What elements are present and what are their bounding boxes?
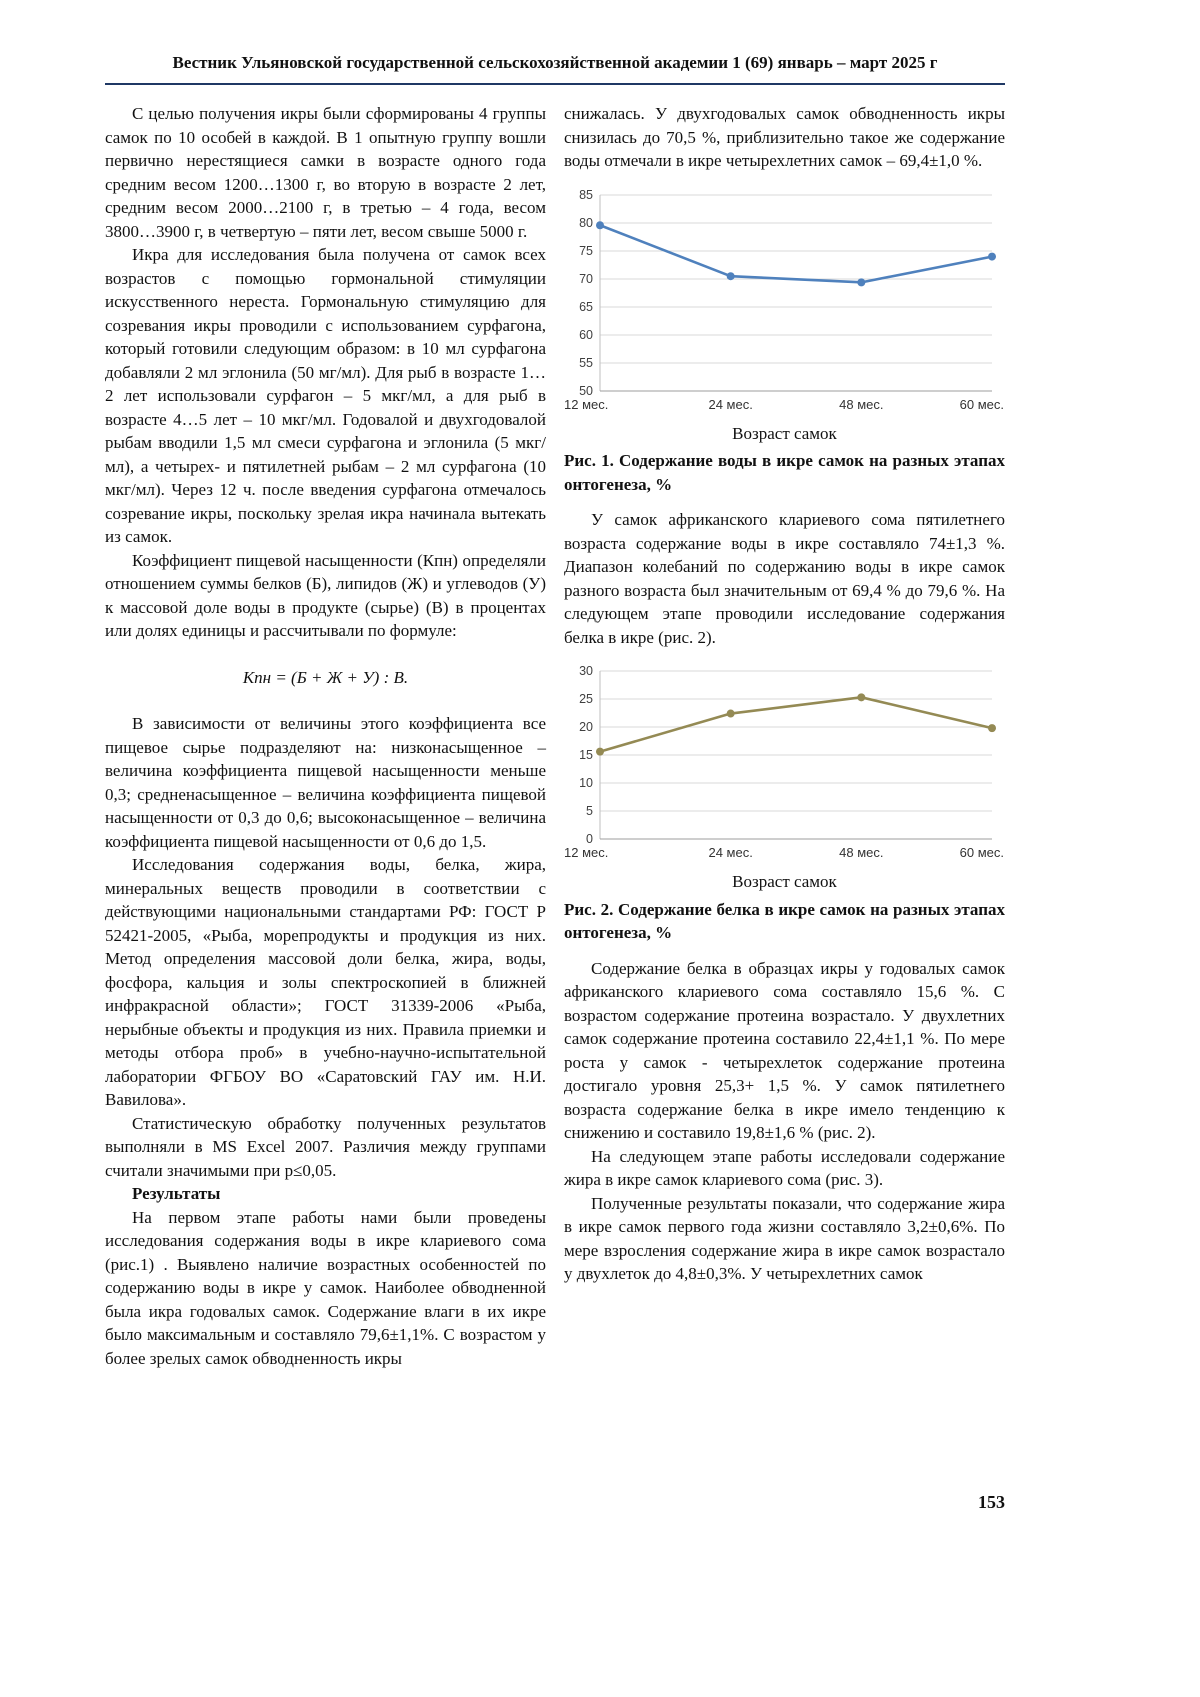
paragraph-groups: С целью получения икры были сформированы 4 группы самок по 10 особей в каждой. В 1 опытную группу вошли первично нерестящиеся самки в возрасте одного года средним весом 1200…1300 г, во вторую в возрасте 2 лет, средним весом 2000…2100 г, в третью – 4 года, весом 3800…3900 г, в четвертую – пяти лет, весом свыше 5000 г. (105, 104, 546, 241)
svg-text:80: 80 (579, 215, 593, 230)
paragraph-kpn-classification: В зависимости от величины этого коэффициента все пищевое сырье подразделяют на: низконасыщенное – величина коэффициента пищевой насыщенности меньше 0,3; средненасыщенное – величина коэффициента пищевой насыщенности от 0,3 до 0,6; высоконасыщенное – величина коэффициента пищевой насыщенности от 0,6 до 1,5. (105, 714, 546, 851)
svg-text:12 мес.: 12 мес. (564, 396, 609, 412)
svg-text:24 мес.: 24 мес. (708, 396, 753, 412)
svg-text:55: 55 (579, 355, 593, 370)
svg-text:15: 15 (579, 748, 593, 762)
kpn-formula: Кпн = (Б + Ж + У) : В. (242, 667, 409, 687)
svg-text:70: 70 (579, 271, 593, 286)
figure-1 (564, 185, 1005, 497)
figure2-x-axis-label: Возраст самок (732, 872, 837, 891)
svg-text:25: 25 (579, 692, 593, 706)
paragraph-water-content-cont: снижалась. У двухгодовалых самок обводненность икры снизилась до 70,5 %, приблизительно такое же содержание воды отмечали в икре четырехлетних самок – 69,4±1,0 %. (564, 104, 1005, 170)
results-heading: Результаты (132, 1184, 221, 1203)
svg-text:0: 0 (586, 832, 593, 846)
svg-text:30: 30 (579, 664, 593, 678)
svg-text:48 мес.: 48 мес. (839, 845, 884, 860)
right-column (564, 102, 1005, 1370)
paragraph-water-range: У самок африканского клариевого сома пятилетнего возраста содержание воды в икре составляло 74±1,3 %. Диапазон колебаний по содержанию воды в икре самок разного возраста был значительным от 69,4 % до 79,6 %. На следующем этапе проводили исследование содержания белка в икре (рис. 2). (564, 510, 1005, 647)
paragraph-statistics: Статистическую обработку полученных результатов выполняли в MS Excel 2007. Различия между группами считали значимыми при p≤0,05. (105, 1113, 546, 1180)
svg-text:65: 65 (579, 299, 593, 314)
page-number: 153 (978, 1492, 1005, 1512)
left-column (105, 102, 546, 1370)
svg-text:20: 20 (579, 720, 593, 734)
svg-text:10: 10 (579, 776, 593, 790)
svg-text:75: 75 (579, 243, 593, 258)
svg-text:5: 5 (586, 804, 593, 818)
journal-title: Вестник Ульяновской государственной сельскохозяйственной академии 1 (69) январь – март 2025 г (172, 53, 938, 72)
paragraph-fat-intro: На следующем этапе работы исследовали содержание жира в икре самок клариевого сома (рис. 3). (564, 1146, 1005, 1189)
figure2-caption: Рис. 2. Содержание белка в икре самок на разных этапах онтогенеза, % (564, 899, 1005, 942)
paragraph-water-content-intro: На первом этапе работы нами были проведены исследования содержания воды в икре клариевого сома (рис.1) . Выявлено наличие возрастных особенностей по содержанию воды в икре у самок. Наиболее обводненной была икра годовалых самок. Содержание влаги в их икре было максимальным и составляло 79,6±1,1%. С возрастом у более зрелых самок обводненность икры (105, 1207, 546, 1368)
svg-text:60: 60 (579, 327, 593, 342)
paragraph-kpn-definition: Коэффициент пищевой насыщенности (Кпн) определяли отношением суммы белков (Б), липидов (Ж) и углеводов (У) к массовой доле воды в продукте (сырье) (В) в процентах или долях единицы и рассчитывали по формуле: (105, 550, 546, 640)
figure1-line-chart (564, 185, 1005, 422)
figure1-caption: Рис. 1. Содержание воды в икре самок на разных этапах онтогенеза, % (564, 451, 1005, 494)
svg-text:48 мес.: 48 мес. (839, 396, 884, 412)
paragraph-hormonal-stimulation: Икра для исследования была получена от самок всех возрастов с помощью гормональной стимуляции искусственного нереста. Гормональную стимуляцию для созревания икры проводили с использованием сурфагона, который готовили следующим образом: в 10 мл сурфагона добавляли 2 мл эглонила (50 мг/мл). Для рыб в возрасте 1…2 лет использовали сурфагон – 5 мкг/мл, а для рыб в возрасте 4…5 лет – 10 мкг/мл. Годовалой и двухгодовалой рыбам вводили 1,5 мл смеси сурфагона и эглонила (5 мкг/мл), а четырех- и пятилетней рыбам – 2 мл сурфагона (10 мкг/мл). Через 12 ч. после введения сурфагона отмечалось созревание икры, поскольку зрелая икра начинала вытекать из самок. (105, 245, 546, 546)
paragraph-protein-content: Содержание белка в образцах икры у годовалых самок африканского клариевого сома составляло 15,6 %. С возрастом содержание протеина возрастало. У двухлетних самок содержание протеина составило 22,4±1,1 %. По мере роста у самок - четырехлеток содержание протеина достигало уровня 25,3+ 1,5 %. У самок пятилетнего возраста содержание белка в икре имело тенденцию к снижению и составило 19,8±1,6 % (рис. 2). (564, 958, 1005, 1142)
figure2-line-chart (564, 661, 1005, 870)
figure1-x-axis-label: Возраст самок (732, 423, 837, 443)
figure-2 (564, 661, 1005, 945)
svg-text:85: 85 (579, 187, 593, 202)
svg-text:60 мес.: 60 мес. (959, 396, 1004, 412)
paragraph-gost-standards: Исследования содержания воды, белка, жира, минеральных веществ проводили в соответствии с действующими национальными стандартами РФ: ГОСТ Р 52421-2005, «Рыба, морепродукты и продукция из них. Метод определения массовой доли белка, жира, воды, фосфора, кальция и золы спектроскопией в ближней инфракрасной области»; ГОСТ 31339-2006 «Рыба, нерыбные объекты и продукция из них. Правила приемки и методы отбора проб» в учебно-научно-испытательной лаборатории ФГБОУ ВО «Саратовский ГАУ им. Н.И. Вавилова». (105, 855, 546, 1109)
svg-text:24 мес.: 24 мес. (708, 845, 753, 860)
two-column-layout (105, 102, 1005, 1370)
page-header (105, 0, 1005, 85)
header-rule (105, 83, 1005, 85)
paragraph-fat-results: Полученные результаты показали, что содержание жира в икре самок первого года жизни составляло 3,2±0,6%. По мере взросления содержание жира в икре самок возрастало у двухлеток до 4,8±0,3%. У четырехлетних самок (564, 1193, 1005, 1283)
svg-text:50: 50 (579, 383, 593, 398)
svg-text:12 мес.: 12 мес. (564, 845, 609, 860)
svg-text:60 мес.: 60 мес. (959, 845, 1004, 860)
